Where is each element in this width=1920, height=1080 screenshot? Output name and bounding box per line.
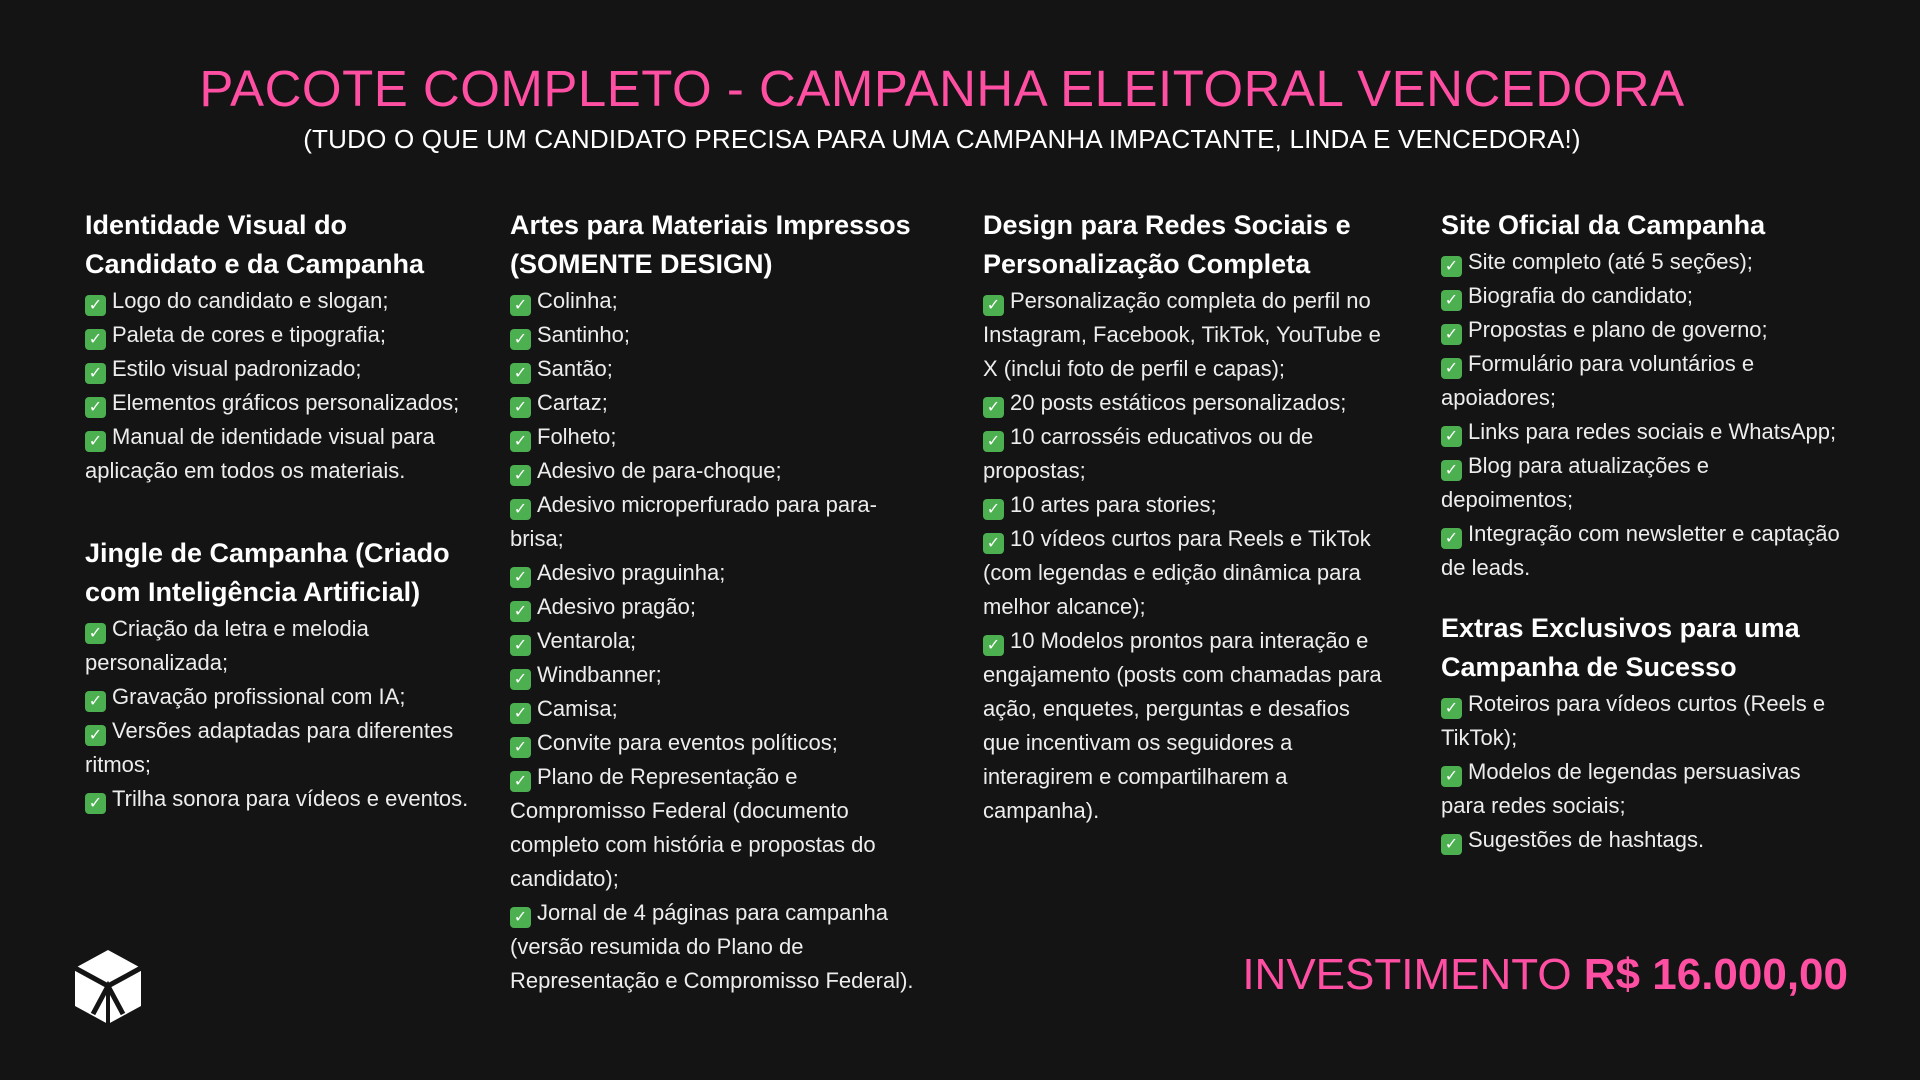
list-item [1441, 687, 1841, 755]
list-item-text: Roteiros para vídeos curtos (Reels e TikTok); [1441, 691, 1826, 750]
checkmark-icon: ✓ [85, 397, 106, 418]
section-title: Site Oficial da Campanha [1441, 210, 1766, 240]
column-identity-jingle [85, 206, 470, 816]
list-item [510, 590, 915, 624]
checkmark-icon: ✓ [510, 907, 531, 928]
list-item-text: Integração com newsletter e captação de leads. [1441, 521, 1840, 580]
section-title: Identidade Visual do Candidato e da Campanha [85, 210, 425, 279]
checkmark-icon: ✓ [983, 635, 1004, 656]
investment-label: INVESTIMENTO [1242, 950, 1572, 999]
checkmark-icon: ✓ [85, 793, 106, 814]
list-item-text: Santão; [537, 356, 613, 381]
list-item-text: Logo do candidato e slogan; [112, 288, 389, 313]
section-title: Artes para Materiais Impressos (SOMENTE DESIGN) [510, 210, 911, 279]
list-item [85, 612, 470, 680]
list-item-text: 10 Modelos prontos para interação e engajamento (posts com chamadas para ação, enquetes, perguntas e desafios que incentivam os seguidores a interagirem e compartilharem a campanha). [983, 628, 1382, 823]
checkmark-icon: ✓ [85, 295, 106, 316]
list-item [510, 556, 915, 590]
list-item-text: Ventarola; [537, 628, 637, 653]
item-list [85, 612, 470, 816]
checkmark-icon: ✓ [85, 329, 106, 350]
list-item [983, 386, 1383, 420]
list-item-text: 10 vídeos curtos para Reels e TikTok (com legendas e edição dinâmica para melhor alcance); [983, 526, 1371, 619]
list-item-text: Windbanner; [537, 662, 662, 687]
list-item-text: 20 posts estáticos personalizados; [1010, 390, 1347, 415]
checkmark-icon: ✓ [510, 431, 531, 452]
list-item [85, 352, 470, 386]
section-title: Jingle de Campanha (Criado com Inteligência Artificial) [85, 538, 450, 607]
checkmark-icon: ✓ [510, 295, 531, 316]
checkmark-icon: ✓ [983, 431, 1004, 452]
checkmark-icon: ✓ [510, 703, 531, 724]
investment-price: R$ 16.000,00 [1583, 950, 1848, 999]
list-item [510, 352, 915, 386]
list-item-text: Santinho; [537, 322, 630, 347]
list-item-text: Cartaz; [537, 390, 608, 415]
list-item-text: Estilo visual padronizado; [112, 356, 362, 381]
checkmark-icon: ✓ [510, 601, 531, 622]
list-item [510, 420, 915, 454]
list-item-text: Propostas e plano de governo; [1468, 317, 1768, 342]
list-item [983, 522, 1383, 624]
section-printed-materials [510, 206, 915, 998]
list-item [85, 420, 470, 488]
list-item [1441, 415, 1841, 449]
list-item [1441, 517, 1841, 585]
list-item [510, 284, 915, 318]
list-item-text: Links para redes sociais e WhatsApp; [1468, 419, 1837, 444]
list-item [510, 760, 915, 896]
checkmark-icon: ✓ [85, 363, 106, 384]
list-item [510, 318, 915, 352]
checkmark-icon: ✓ [1441, 698, 1462, 719]
item-list [983, 284, 1383, 828]
checkmark-icon: ✓ [1441, 528, 1462, 549]
list-item-text: Convite para eventos políticos; [537, 730, 838, 755]
list-item [510, 726, 915, 760]
list-item-text: Manual de identidade visual para aplicação em todos os materiais. [85, 424, 435, 483]
list-item [85, 680, 470, 714]
list-item [1441, 823, 1841, 857]
list-item [1441, 755, 1841, 823]
section-extras [1441, 609, 1841, 857]
checkmark-icon: ✓ [1441, 426, 1462, 447]
list-item-text: Site completo (até 5 seções); [1468, 249, 1753, 274]
list-item [510, 896, 915, 998]
section-title: Extras Exclusivos para uma Campanha de Sucesso [1441, 613, 1800, 682]
section-official-site [1441, 206, 1841, 585]
checkmark-icon: ✓ [1441, 460, 1462, 481]
list-item-text: Folheto; [537, 424, 617, 449]
list-item-text: Biografia do candidato; [1468, 283, 1694, 308]
list-item-text: 10 carrosséis educativos ou de propostas; [983, 424, 1314, 483]
list-item-text: Colinha; [537, 288, 618, 313]
list-item [1441, 313, 1841, 347]
column-site-extras [1441, 206, 1841, 857]
item-list [85, 284, 470, 488]
list-item-text: Formulário para voluntários e apoiadores; [1441, 351, 1755, 410]
list-item [510, 454, 915, 488]
list-item-text: Plano de Representação e Compromisso Federal (documento completo com história e propostas do candidato); [510, 764, 876, 891]
list-item [1441, 347, 1841, 415]
checkmark-icon: ✓ [510, 771, 531, 792]
checkmark-icon: ✓ [1441, 256, 1462, 277]
page-subtitle: (TUDO O QUE UM CANDIDATO PRECISA PARA UMA CAMPANHA IMPACTANTE, LINDA E VENCEDORA!) [303, 124, 1581, 154]
column-printed-materials [510, 206, 915, 998]
list-item [1441, 245, 1841, 279]
checkmark-icon: ✓ [85, 691, 106, 712]
list-item [983, 420, 1383, 488]
section-jingle [85, 534, 470, 816]
list-item [510, 658, 915, 692]
list-item [510, 488, 915, 556]
checkmark-icon: ✓ [1441, 290, 1462, 311]
list-item [85, 284, 470, 318]
checkmark-icon: ✓ [983, 295, 1004, 316]
checkmark-icon: ✓ [510, 669, 531, 690]
page-header [0, 58, 1884, 156]
checkmark-icon: ✓ [510, 329, 531, 350]
list-item-text: Jornal de 4 páginas para campanha (versão resumida do Plano de Representação e Compromisso Federal). [510, 900, 914, 993]
list-item-text: Trilha sonora para vídeos e eventos. [112, 786, 469, 811]
list-item [85, 386, 470, 420]
list-item [85, 714, 470, 782]
list-item-text: Sugestões de hashtags. [1468, 827, 1705, 852]
checkmark-icon: ✓ [510, 737, 531, 758]
checkmark-icon: ✓ [510, 499, 531, 520]
checkmark-icon: ✓ [983, 397, 1004, 418]
list-item-text: Criação da letra e melodia personalizada; [85, 616, 369, 675]
list-item-text: 10 artes para stories; [1010, 492, 1217, 517]
list-item [983, 488, 1383, 522]
list-item [85, 782, 470, 816]
checkmark-icon: ✓ [510, 635, 531, 656]
checkmark-icon: ✓ [1441, 766, 1462, 787]
checkmark-icon: ✓ [510, 397, 531, 418]
list-item-text: Elementos gráficos personalizados; [112, 390, 460, 415]
list-item-text: Personalização completa do perfil no Instagram, Facebook, TikTok, YouTube e X (inclui foto de perfil e capas); [983, 288, 1381, 381]
checkmark-icon: ✓ [510, 567, 531, 588]
item-list [1441, 687, 1841, 857]
checkmark-icon: ✓ [85, 725, 106, 746]
list-item [510, 386, 915, 420]
list-item-text: Camisa; [537, 696, 618, 721]
list-item [1441, 279, 1841, 313]
checkmark-icon: ✓ [85, 431, 106, 452]
column-social-media [983, 206, 1383, 828]
list-item-text: Blog para atualizações e depoimentos; [1441, 453, 1709, 512]
section-title: Design para Redes Sociais e Personalização Completa [983, 210, 1351, 279]
list-item-text: Adesivo microperfurado para para-brisa; [510, 492, 877, 551]
checkmark-icon: ✓ [85, 623, 106, 644]
page-title: PACOTE COMPLETO - CAMPANHA ELEITORAL VENCEDORA [199, 60, 1685, 117]
checkmark-icon: ✓ [510, 363, 531, 384]
brand-logo-icon [75, 950, 141, 1024]
list-item [510, 624, 915, 658]
list-item [983, 624, 1383, 828]
item-list [510, 284, 915, 998]
checkmark-icon: ✓ [1441, 324, 1462, 345]
list-item-text: Versões adaptadas para diferentes ritmos; [85, 718, 454, 777]
list-item [85, 318, 470, 352]
list-item-text: Adesivo pragão; [537, 594, 696, 619]
list-item [510, 692, 915, 726]
list-item-text: Paleta de cores e tipografia; [112, 322, 386, 347]
list-item-text: Adesivo de para-choque; [537, 458, 782, 483]
investment-line [1242, 950, 1848, 1000]
section-visual-identity [85, 206, 470, 488]
checkmark-icon: ✓ [983, 499, 1004, 520]
checkmark-icon: ✓ [1441, 834, 1462, 855]
list-item-text: Gravação profissional com IA; [112, 684, 406, 709]
list-item-text: Modelos de legendas persuasivas para redes sociais; [1441, 759, 1801, 818]
list-item [1441, 449, 1841, 517]
list-item [983, 284, 1383, 386]
list-item-text: Adesivo praguinha; [537, 560, 726, 585]
section-social-media [983, 206, 1383, 828]
checkmark-icon: ✓ [510, 465, 531, 486]
checkmark-icon: ✓ [1441, 358, 1462, 379]
checkmark-icon: ✓ [983, 533, 1004, 554]
item-list [1441, 245, 1841, 585]
